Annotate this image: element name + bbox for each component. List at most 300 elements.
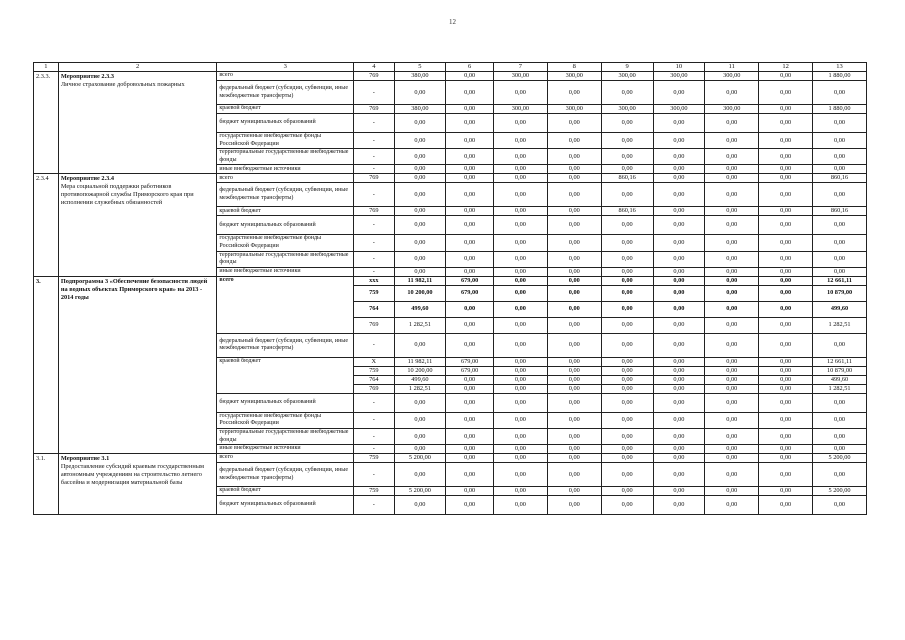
amount-cell: 0,00: [705, 357, 759, 366]
amount-cell: 0,00: [653, 412, 705, 428]
amount-cell: 0,00: [601, 428, 653, 444]
amount-cell: 0,00: [653, 81, 705, 105]
amount-cell: 0,00: [493, 165, 547, 174]
amount-cell: 0,00: [394, 393, 446, 412]
amount-cell: 0,00: [493, 366, 547, 375]
amount-cell: 0,00: [547, 463, 601, 487]
amount-cell: 0,00: [493, 384, 547, 393]
section-code: 3.: [34, 276, 59, 453]
funding-source: иные внебюджетные источники: [217, 267, 354, 276]
amount-cell: 0,00: [446, 454, 494, 463]
amount-cell: 0,00: [601, 375, 653, 384]
amount-cell: 0,00: [493, 251, 547, 267]
amount-cell: 0,00: [446, 81, 494, 105]
amount-cell: 0,00: [446, 235, 494, 251]
funding-source: бюджет муниципальных образований: [217, 496, 354, 515]
amount-cell: 0,00: [759, 149, 813, 165]
funding-source: всего: [217, 174, 354, 183]
amount-cell: 0,00: [446, 496, 494, 515]
funding-source: иные внебюджетные источники: [217, 165, 354, 174]
amount-cell: 0,00: [547, 445, 601, 454]
amount-cell: 5 200,00: [813, 454, 867, 463]
funding-source: бюджет муниципальных образований: [217, 393, 354, 412]
amount-cell: 0,00: [394, 81, 446, 105]
amount-cell: 0,00: [759, 393, 813, 412]
amount-cell: 0,00: [446, 393, 494, 412]
amount-cell: 0,00: [446, 375, 494, 384]
amount-cell: 0,00: [394, 267, 446, 276]
amount-cell: 0,00: [813, 165, 867, 174]
budget-code: -: [354, 496, 394, 515]
budget-code: -: [354, 463, 394, 487]
amount-cell: 0,00: [446, 183, 494, 207]
amount-cell: 0,00: [705, 216, 759, 235]
amount-cell: 300,00: [653, 105, 705, 114]
amount-cell: 0,00: [601, 251, 653, 267]
funding-source: краевой бюджет: [217, 207, 354, 216]
amount-cell: 0,00: [813, 428, 867, 444]
amount-cell: 0,00: [446, 207, 494, 216]
amount-cell: 0,00: [493, 463, 547, 487]
amount-cell: 0,00: [653, 267, 705, 276]
amount-cell: 0,00: [759, 285, 813, 301]
amount-cell: 0,00: [446, 463, 494, 487]
amount-cell: 0,00: [493, 496, 547, 515]
amount-cell: 0,00: [705, 375, 759, 384]
table-row: [34, 174, 867, 183]
amount-cell: 0,00: [653, 357, 705, 366]
amount-cell: 0,00: [653, 375, 705, 384]
amount-cell: 0,00: [446, 165, 494, 174]
amount-cell: 5 200,00: [394, 487, 446, 496]
amount-cell: 0,00: [653, 165, 705, 174]
table-row: [34, 72, 867, 81]
page-number: 12: [449, 18, 456, 26]
amount-cell: 0,00: [547, 183, 601, 207]
amount-cell: 0,00: [394, 149, 446, 165]
amount-cell: 0,00: [653, 366, 705, 375]
amount-cell: 0,00: [446, 333, 494, 357]
amount-cell: 0,00: [446, 133, 494, 149]
amount-cell: 860,16: [601, 207, 653, 216]
amount-cell: 0,00: [547, 285, 601, 301]
amount-cell: 0,00: [547, 487, 601, 496]
amount-cell: 0,00: [493, 183, 547, 207]
amount-cell: 0,00: [759, 445, 813, 454]
section-description: Предоставление субсидий краевым государственным автономным учреждениям на строительство летнего бассейна и модернизация материальной базы: [60, 463, 204, 487]
amount-cell: 0,00: [446, 216, 494, 235]
amount-cell: 0,00: [653, 463, 705, 487]
amount-cell: 0,00: [446, 267, 494, 276]
amount-cell: 0,00: [394, 133, 446, 149]
column-header: 2: [58, 63, 217, 72]
funding-source: территориальные государственные внебюджетные фонды: [217, 251, 354, 267]
amount-cell: 0,00: [446, 412, 494, 428]
amount-cell: 0,00: [759, 165, 813, 174]
amount-cell: 0,00: [601, 317, 653, 333]
amount-cell: 0,00: [705, 317, 759, 333]
budget-code: ххх: [354, 276, 394, 285]
amount-cell: 300,00: [705, 105, 759, 114]
column-header: 7: [493, 63, 547, 72]
amount-cell: 0,00: [547, 333, 601, 357]
amount-cell: 0,00: [601, 235, 653, 251]
amount-cell: 0,00: [705, 114, 759, 133]
amount-cell: 0,00: [705, 149, 759, 165]
amount-cell: 0,00: [547, 267, 601, 276]
amount-cell: 0,00: [446, 72, 494, 81]
amount-cell: 860,16: [813, 174, 867, 183]
amount-cell: 0,00: [653, 487, 705, 496]
amount-cell: 0,00: [493, 174, 547, 183]
amount-cell: 0,00: [759, 174, 813, 183]
amount-cell: 0,00: [493, 301, 547, 317]
amount-cell: 0,00: [759, 267, 813, 276]
amount-cell: 0,00: [547, 375, 601, 384]
amount-cell: 860,16: [601, 174, 653, 183]
budget-code: 769: [354, 384, 394, 393]
amount-cell: 0,00: [446, 317, 494, 333]
amount-cell: 0,00: [493, 445, 547, 454]
amount-cell: 300,00: [601, 72, 653, 81]
budget-code: -: [354, 133, 394, 149]
budget-code: 769: [354, 174, 394, 183]
amount-cell: 0,00: [601, 487, 653, 496]
funding-source: федеральный бюджет (субсидии, субвенции, иные межбюджетные трансферты): [217, 183, 354, 207]
amount-cell: 0,00: [493, 412, 547, 428]
budget-code: -: [354, 235, 394, 251]
amount-cell: 0,00: [394, 165, 446, 174]
amount-cell: 300,00: [493, 72, 547, 81]
amount-cell: 10 200,00: [394, 366, 446, 375]
amount-cell: 0,00: [653, 235, 705, 251]
amount-cell: 11 982,11: [394, 276, 446, 285]
amount-cell: 0,00: [394, 183, 446, 207]
amount-cell: 0,00: [759, 207, 813, 216]
amount-cell: 0,00: [601, 463, 653, 487]
amount-cell: 0,00: [759, 133, 813, 149]
section-title: Мероприятие 3.1: [60, 455, 110, 463]
amount-cell: 0,00: [394, 445, 446, 454]
amount-cell: 0,00: [813, 463, 867, 487]
amount-cell: 0,00: [653, 216, 705, 235]
budget-code: X: [354, 357, 394, 366]
amount-cell: 0,00: [493, 285, 547, 301]
amount-cell: 0,00: [493, 216, 547, 235]
amount-cell: 10 879,00: [813, 285, 867, 301]
amount-cell: 0,00: [759, 183, 813, 207]
amount-cell: 0,00: [653, 276, 705, 285]
funding-source: всего: [217, 276, 354, 333]
section-code: 3.1.: [34, 454, 59, 515]
amount-cell: 0,00: [601, 216, 653, 235]
amount-cell: 0,00: [547, 301, 601, 317]
amount-cell: 0,00: [493, 207, 547, 216]
budget-code: -: [354, 251, 394, 267]
budget-code: -: [354, 149, 394, 165]
budget-code: -: [354, 445, 394, 454]
amount-cell: 0,00: [653, 333, 705, 357]
amount-cell: 0,00: [493, 333, 547, 357]
amount-cell: 0,00: [653, 317, 705, 333]
budget-code: 759: [354, 366, 394, 375]
section-description: Личное страхование добровольных пожарных: [60, 81, 185, 88]
section-name: [58, 174, 217, 276]
amount-cell: 0,00: [759, 496, 813, 515]
amount-cell: 0,00: [547, 235, 601, 251]
amount-cell: 0,00: [547, 133, 601, 149]
amount-cell: 0,00: [705, 81, 759, 105]
amount-cell: 0,00: [759, 333, 813, 357]
funding-source: краевой бюджет: [217, 357, 354, 393]
amount-cell: 0,00: [653, 454, 705, 463]
amount-cell: 0,00: [601, 114, 653, 133]
amount-cell: 0,00: [813, 235, 867, 251]
amount-cell: 0,00: [394, 216, 446, 235]
amount-cell: 0,00: [493, 428, 547, 444]
budget-code: 759: [354, 285, 394, 301]
amount-cell: 0,00: [601, 412, 653, 428]
budget-code: -: [354, 216, 394, 235]
table-row: [34, 276, 867, 285]
amount-cell: 0,00: [601, 267, 653, 276]
amount-cell: 0,00: [653, 496, 705, 515]
table-row: [34, 454, 867, 463]
amount-cell: 0,00: [547, 207, 601, 216]
amount-cell: 499,60: [813, 301, 867, 317]
amount-cell: 0,00: [601, 496, 653, 515]
amount-cell: 0,00: [705, 133, 759, 149]
amount-cell: 0,00: [394, 333, 446, 357]
amount-cell: 0,00: [759, 428, 813, 444]
amount-cell: 0,00: [394, 251, 446, 267]
amount-cell: 5 200,00: [394, 454, 446, 463]
amount-cell: 380,00: [394, 72, 446, 81]
amount-cell: 499,60: [394, 301, 446, 317]
amount-cell: 0,00: [493, 276, 547, 285]
column-header: 1: [34, 63, 59, 72]
amount-cell: 0,00: [759, 114, 813, 133]
amount-cell: 0,00: [547, 216, 601, 235]
funding-source: государственные внебюджетные фонды Российской Федерации: [217, 412, 354, 428]
amount-cell: 0,00: [759, 72, 813, 81]
amount-cell: 0,00: [653, 174, 705, 183]
column-header: 6: [446, 63, 494, 72]
funding-source: бюджет муниципальных образований: [217, 216, 354, 235]
amount-cell: 0,00: [394, 412, 446, 428]
amount-cell: 0,00: [705, 301, 759, 317]
amount-cell: 0,00: [705, 366, 759, 375]
budget-code: -: [354, 165, 394, 174]
amount-cell: 0,00: [813, 445, 867, 454]
amount-cell: 0,00: [493, 375, 547, 384]
amount-cell: 0,00: [394, 235, 446, 251]
budget-code: -: [354, 393, 394, 412]
column-header: 13: [813, 63, 867, 72]
section-description: Мера социальной поддержки работников противопожарной службы Приморского края при исполнении служебных обязанностей: [60, 183, 194, 207]
amount-cell: 0,00: [759, 375, 813, 384]
amount-cell: 0,00: [813, 183, 867, 207]
amount-cell: 0,00: [446, 114, 494, 133]
amount-cell: 10 200,00: [394, 285, 446, 301]
amount-cell: 0,00: [493, 454, 547, 463]
amount-cell: 0,00: [547, 114, 601, 133]
amount-cell: 0,00: [493, 81, 547, 105]
amount-cell: 0,00: [493, 133, 547, 149]
amount-cell: 300,00: [547, 105, 601, 114]
amount-cell: 0,00: [601, 183, 653, 207]
budget-table: [33, 62, 867, 515]
amount-cell: 0,00: [446, 174, 494, 183]
amount-cell: 0,00: [601, 165, 653, 174]
amount-cell: 0,00: [601, 81, 653, 105]
amount-cell: 0,00: [653, 285, 705, 301]
amount-cell: 0,00: [759, 357, 813, 366]
amount-cell: 0,00: [601, 357, 653, 366]
amount-cell: 0,00: [493, 267, 547, 276]
amount-cell: 0,00: [601, 133, 653, 149]
amount-cell: 0,00: [813, 114, 867, 133]
header-row: [34, 63, 867, 72]
funding-source: иные внебюджетные источники: [217, 445, 354, 454]
amount-cell: 300,00: [601, 105, 653, 114]
funding-source: федеральный бюджет (субсидии, субвенции, иные межбюджетные трансферты): [217, 333, 354, 357]
amount-cell: 0,00: [547, 174, 601, 183]
budget-code: -: [354, 183, 394, 207]
amount-cell: 380,00: [394, 105, 446, 114]
amount-cell: 0,00: [394, 496, 446, 515]
amount-cell: 0,00: [705, 276, 759, 285]
amount-cell: 0,00: [601, 393, 653, 412]
funding-source: федеральный бюджет (субсидии, субвенции, иные межбюджетные трансферты): [217, 81, 354, 105]
amount-cell: 0,00: [653, 445, 705, 454]
column-header: 5: [394, 63, 446, 72]
budget-code: 764: [354, 375, 394, 384]
amount-cell: 0,00: [759, 216, 813, 235]
amount-cell: 1 282,51: [394, 317, 446, 333]
amount-cell: 0,00: [705, 285, 759, 301]
amount-cell: 0,00: [813, 149, 867, 165]
amount-cell: 0,00: [813, 393, 867, 412]
amount-cell: 0,00: [446, 251, 494, 267]
funding-source: государственные внебюджетные фонды Российской Федерации: [217, 133, 354, 149]
column-header: 10: [653, 63, 705, 72]
amount-cell: 0,00: [653, 114, 705, 133]
amount-cell: 0,00: [653, 149, 705, 165]
amount-cell: 300,00: [547, 72, 601, 81]
amount-cell: 1 282,51: [813, 384, 867, 393]
amount-cell: 0,00: [394, 463, 446, 487]
budget-code: -: [354, 412, 394, 428]
amount-cell: 1 282,51: [394, 384, 446, 393]
amount-cell: 0,00: [705, 384, 759, 393]
amount-cell: 10 879,00: [813, 366, 867, 375]
amount-cell: 0,00: [601, 333, 653, 357]
amount-cell: 0,00: [653, 393, 705, 412]
section-name: [58, 454, 217, 515]
amount-cell: 0,00: [705, 207, 759, 216]
amount-cell: 300,00: [653, 72, 705, 81]
funding-source: бюджет муниципальных образований: [217, 114, 354, 133]
amount-cell: 0,00: [813, 333, 867, 357]
amount-cell: 5 200,00: [813, 487, 867, 496]
amount-cell: 0,00: [601, 285, 653, 301]
amount-cell: 0,00: [547, 81, 601, 105]
amount-cell: 0,00: [813, 251, 867, 267]
column-header: 4: [354, 63, 394, 72]
amount-cell: 0,00: [493, 393, 547, 412]
amount-cell: 0,00: [705, 487, 759, 496]
amount-cell: 1 880,00: [813, 105, 867, 114]
amount-cell: 0,00: [653, 428, 705, 444]
amount-cell: 0,00: [705, 183, 759, 207]
amount-cell: 0,00: [759, 412, 813, 428]
amount-cell: 0,00: [705, 454, 759, 463]
amount-cell: 0,00: [759, 463, 813, 487]
amount-cell: 0,00: [493, 235, 547, 251]
amount-cell: 0,00: [653, 251, 705, 267]
amount-cell: 679,00: [446, 357, 494, 366]
amount-cell: 0,00: [601, 276, 653, 285]
section-title: Мероприятие 2.3.3: [60, 73, 115, 80]
amount-cell: 1 282,51: [813, 317, 867, 333]
funding-source: краевой бюджет: [217, 105, 354, 114]
amount-cell: 0,00: [653, 207, 705, 216]
amount-cell: 0,00: [705, 496, 759, 515]
amount-cell: 0,00: [653, 301, 705, 317]
amount-cell: 860,16: [813, 207, 867, 216]
amount-cell: 0,00: [601, 366, 653, 375]
amount-cell: 0,00: [547, 366, 601, 375]
amount-cell: 0,00: [705, 174, 759, 183]
section-name: [58, 72, 217, 174]
budget-code: -: [354, 333, 394, 357]
amount-cell: 0,00: [705, 463, 759, 487]
amount-cell: 0,00: [446, 105, 494, 114]
amount-cell: 0,00: [601, 384, 653, 393]
amount-cell: 0,00: [601, 445, 653, 454]
amount-cell: 12 661,11: [813, 276, 867, 285]
amount-cell: 0,00: [705, 445, 759, 454]
amount-cell: 0,00: [394, 428, 446, 444]
amount-cell: 0,00: [813, 133, 867, 149]
amount-cell: 0,00: [813, 412, 867, 428]
amount-cell: 0,00: [601, 454, 653, 463]
amount-cell: 0,00: [759, 105, 813, 114]
budget-code: -: [354, 267, 394, 276]
amount-cell: 0,00: [493, 149, 547, 165]
amount-cell: 0,00: [547, 496, 601, 515]
amount-cell: 0,00: [547, 393, 601, 412]
column-header: 12: [759, 63, 813, 72]
amount-cell: 0,00: [705, 165, 759, 174]
section-code: 2.3.4: [34, 174, 59, 276]
amount-cell: 679,00: [446, 285, 494, 301]
amount-cell: 0,00: [705, 333, 759, 357]
column-header: 9: [601, 63, 653, 72]
amount-cell: 0,00: [759, 366, 813, 375]
amount-cell: 0,00: [493, 487, 547, 496]
budget-code: 769: [354, 317, 394, 333]
column-header: 3: [217, 63, 354, 72]
section-title: Подпрограмма 3 «Обеспечение безопасности людей на водных объектах Приморского края» на 2013 - 2014 годы: [60, 277, 208, 301]
budget-code: -: [354, 428, 394, 444]
amount-cell: 0,00: [705, 235, 759, 251]
funding-source: государственные внебюджетные фонды Российской Федерации: [217, 235, 354, 251]
amount-cell: 0,00: [446, 428, 494, 444]
amount-cell: 1 880,00: [813, 72, 867, 81]
budget-code: 759: [354, 487, 394, 496]
